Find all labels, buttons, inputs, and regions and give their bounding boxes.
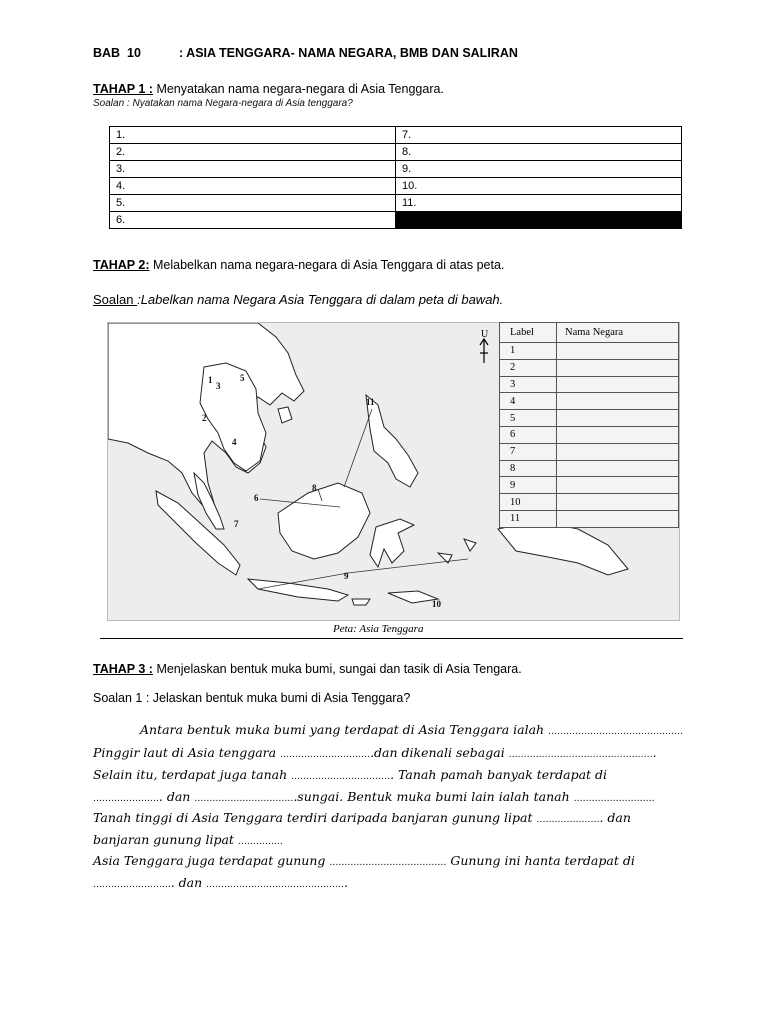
hainan-island — [278, 407, 292, 423]
map-label-table — [499, 322, 679, 528]
chapter-number: BAB 10 — [93, 46, 141, 60]
label-header: Label — [500, 323, 557, 343]
label-cell: 6 — [500, 426, 557, 443]
compass-north: U — [481, 329, 489, 340]
country-cell[interactable] — [557, 393, 679, 410]
country-cell[interactable] — [557, 460, 679, 477]
line-text: .sungai. Bentuk muka bumi lain ialah tanah — [293, 789, 574, 804]
label-cell: 7 — [500, 443, 557, 460]
tahap1-text: Menyatakan nama negara-negara di Asia Tenggara. — [152, 82, 444, 96]
tahap3-question: Soalan 1 : Jelaskan bentuk muka bumi di Asia Tenggara? — [93, 691, 411, 705]
line-text: . dan — [158, 789, 195, 804]
table-row — [110, 195, 682, 212]
label-cell: 9 — [500, 477, 557, 494]
line-text: Antara bentuk muka bumi yang terdapat di Asia Tenggara ialah — [140, 722, 549, 737]
blank-field[interactable]: ………………………… — [280, 750, 371, 760]
line-text: Gunung ini hanta terdapat di — [446, 853, 635, 868]
sumatra-island — [156, 491, 240, 575]
label-cell: 1 — [500, 343, 557, 360]
tahap1-question: Soalan : Nyatakan nama Negara-negara di Asia tenggara? — [93, 98, 353, 109]
table-row — [110, 144, 682, 161]
map-label-2: 2 — [202, 413, 207, 423]
map-label-11: 11 — [366, 397, 375, 407]
country-cell[interactable] — [557, 443, 679, 460]
label-cell: 2 — [500, 359, 557, 376]
chapter-header — [93, 46, 518, 60]
new-guinea-island — [498, 521, 628, 575]
line-text: . — [344, 875, 349, 890]
country-cell[interactable] — [557, 410, 679, 427]
map-label-6: 6 — [254, 493, 259, 503]
tahap1-heading — [93, 82, 444, 96]
answer-cell[interactable]: 1. — [110, 127, 396, 144]
label-cell: 11 — [500, 510, 557, 527]
country-cell[interactable] — [557, 359, 679, 376]
line-text: .dan dikenali sebagai — [370, 745, 509, 760]
answer-cell[interactable]: 9. — [396, 161, 682, 178]
answer-table — [109, 126, 682, 229]
tahap1-label: TAHAP 1 : — [93, 82, 153, 96]
blank-field[interactable]: ……………………… — [573, 794, 655, 804]
country-cell[interactable] — [557, 376, 679, 393]
divider — [100, 638, 683, 639]
tahap3-text: Menjelaskan bentuk muka bumi, sungai dan tasik di Asia Tengara. — [152, 662, 522, 676]
small-island — [352, 599, 370, 605]
blank-field[interactable]: …………………………… — [291, 772, 391, 782]
country-cell[interactable] — [557, 477, 679, 494]
answer-line-6 — [93, 832, 283, 847]
borneo-island — [278, 483, 370, 559]
answer-cell[interactable]: 5. — [110, 195, 396, 212]
blank-field[interactable]: …………… — [237, 837, 283, 847]
answer-line-1 — [140, 722, 683, 737]
answer-cell[interactable]: 6. — [110, 212, 396, 229]
map-label-1: 1 — [208, 375, 213, 385]
label-cell: 8 — [500, 460, 557, 477]
blank-field[interactable]: …………………….. — [93, 880, 171, 890]
tahap2-label: TAHAP 2: — [93, 258, 150, 272]
label-cell: 4 — [500, 393, 557, 410]
tahap2-text: Melabelkan nama negara-negara di Asia Tenggara di atas peta. — [149, 258, 505, 272]
question-prefix: Soalan — [93, 292, 138, 307]
blank-field[interactable]: ……………………………………… — [548, 727, 684, 737]
answer-cell[interactable]: 7. — [396, 127, 682, 144]
map-label-4: 4 — [232, 437, 237, 447]
map-label-7: 7 — [234, 519, 239, 529]
line-text: . — [652, 745, 657, 760]
country-cell[interactable] — [557, 343, 679, 360]
map-label-3: 3 — [216, 381, 221, 391]
blank-field[interactable]: …………………. — [93, 794, 159, 804]
answer-line-5 — [93, 810, 631, 825]
answer-cell[interactable]: 11. — [396, 195, 682, 212]
blacked-out-cell — [396, 212, 682, 229]
sulawesi-island — [370, 519, 414, 567]
country-cell[interactable] — [557, 494, 679, 511]
tahap3-label: TAHAP 3 : — [93, 662, 153, 676]
north-arrow-icon — [480, 339, 488, 363]
answer-line-7 — [93, 853, 635, 868]
blank-field[interactable]: ………………… — [536, 815, 600, 825]
answer-line-4 — [93, 789, 655, 804]
country-header: Nama Negara — [557, 323, 679, 343]
map-label-5: 5 — [240, 373, 245, 383]
blank-field[interactable]: ………………………………… — [329, 858, 447, 868]
philippines-islands — [366, 395, 418, 487]
java-island — [248, 579, 348, 601]
line-text: . Tanah pamah banyak terdapat di — [390, 767, 608, 782]
line-text: . dan — [170, 875, 207, 890]
timor-island — [388, 591, 438, 603]
answer-line-3 — [93, 767, 607, 782]
table-row — [110, 161, 682, 178]
answer-cell[interactable]: 4. — [110, 178, 396, 195]
line-text: banjaran gunung lipat — [93, 832, 238, 847]
small-island — [464, 539, 476, 551]
answer-cell[interactable]: 2. — [110, 144, 396, 161]
country-cell[interactable] — [557, 510, 679, 527]
line-text: Asia Tenggara juga terdapat gunung — [93, 853, 330, 868]
country-cell[interactable] — [557, 426, 679, 443]
line-text: . dan — [599, 810, 631, 825]
answer-cell[interactable]: 8. — [396, 144, 682, 161]
table-row — [110, 178, 682, 195]
label-cell: 10 — [500, 494, 557, 511]
tahap2-question — [93, 292, 503, 307]
map-label-10: 10 — [432, 599, 441, 609]
tahap2-heading — [93, 258, 504, 272]
blank-field[interactable]: ………………………………………… — [508, 750, 653, 760]
table-row — [110, 212, 682, 229]
question-text: :Labelkan nama Negara Asia Tenggara di dalam peta di bawah. — [137, 292, 504, 307]
table-row — [110, 127, 682, 144]
chapter-title: : ASIA TENGGARA- NAMA NEGARA, BMB DAN SALIRAN — [179, 46, 518, 60]
line-text: Pinggir laut di Asia tenggara — [93, 745, 281, 760]
map-label-9: 9 — [344, 571, 349, 581]
label-cell: 3 — [500, 376, 557, 393]
answer-cell[interactable]: 10. — [396, 178, 682, 195]
answer-cell[interactable]: 3. — [110, 161, 396, 178]
blank-field[interactable]: ………………………………………. — [206, 880, 345, 890]
tahap3-heading — [93, 662, 522, 676]
blank-field[interactable]: …………………………… — [194, 794, 294, 804]
answer-line-2 — [93, 745, 657, 760]
map-label-8: 8 — [312, 483, 317, 493]
answer-line-8 — [93, 875, 348, 890]
line-text: Selain itu, terdapat juga tanah — [93, 767, 292, 782]
southeast-asia-map — [107, 322, 680, 621]
label-cell: 5 — [500, 410, 557, 427]
line-text: Tanah tinggi di Asia Tenggara terdiri daripada banjaran gunung lipat — [93, 810, 537, 825]
map-caption: Peta: Asia Tenggara — [333, 623, 424, 635]
